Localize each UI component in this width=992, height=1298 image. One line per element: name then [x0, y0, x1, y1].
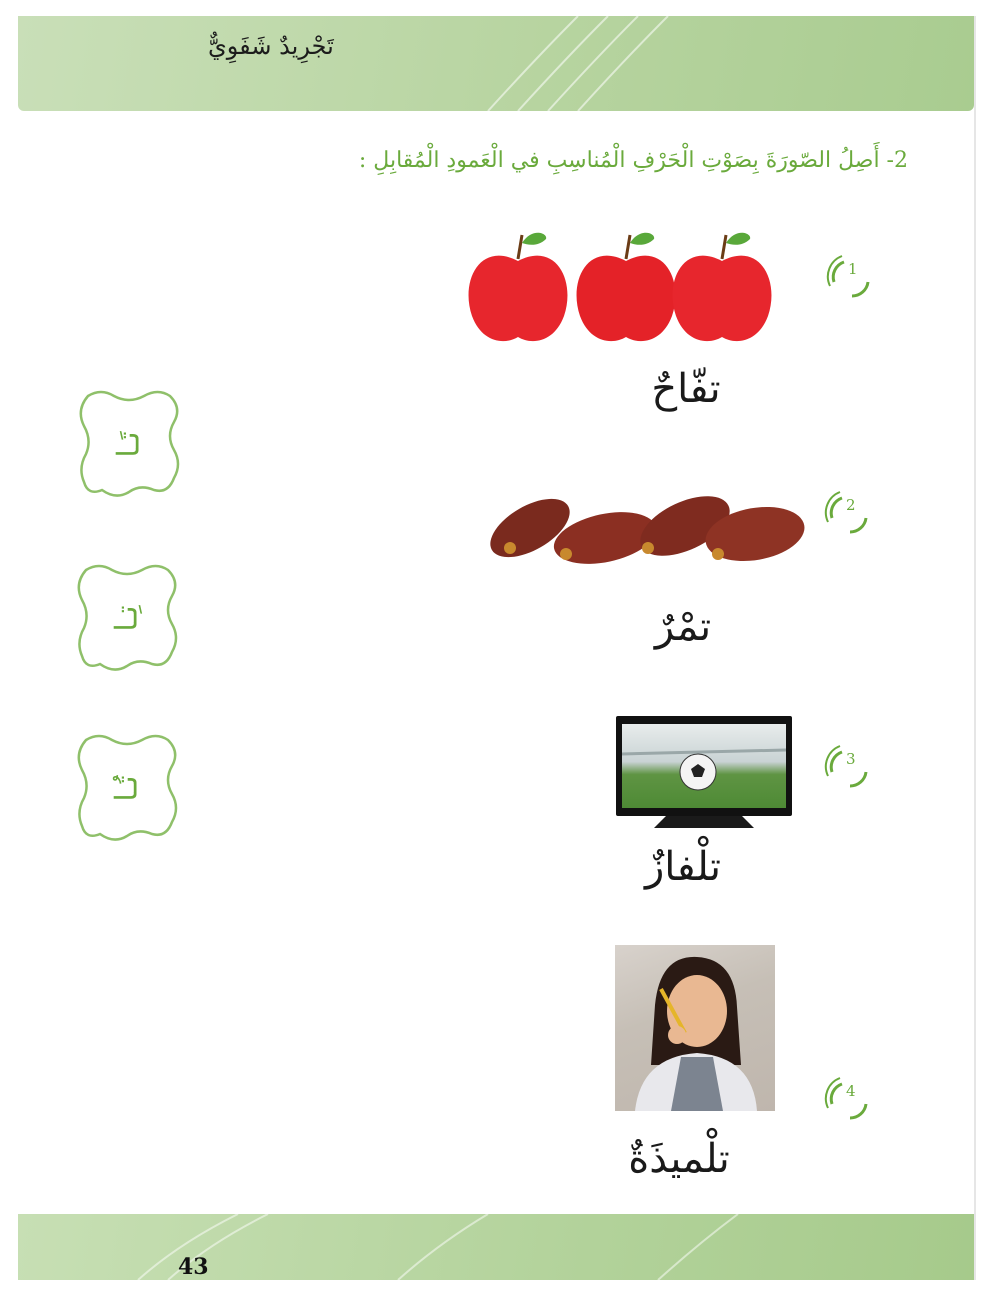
schoolgirl-photo: [615, 945, 775, 1111]
item-number-label: 4: [846, 1082, 856, 1100]
syllable-text: تِـا: [109, 604, 145, 632]
television-image: [616, 716, 792, 816]
syllable-text: تُـا: [109, 774, 145, 802]
soccer-ball-icon: [622, 724, 786, 808]
apples-image: [450, 221, 780, 346]
item-number-label: 1: [848, 260, 858, 278]
section-title: تَجْرِيدٌ شَفَوِيٌّ: [208, 32, 334, 60]
exercise-instruction: 2- أَصِلُ الصّورَةَ بِصَوْتِ الْحَرْفِ الْمُناسِبِ في الْعَمودِ الْمُقابِلِ :: [358, 148, 908, 173]
workbook-page: [18, 16, 976, 1280]
item-number-label: 3: [846, 750, 856, 768]
item-number-1: [826, 252, 874, 300]
tv-screen: [622, 724, 786, 808]
item-number-label: 2: [846, 496, 856, 514]
item-number-2: [824, 488, 872, 536]
item-number-3: [824, 742, 872, 790]
header-stripes: [18, 16, 974, 111]
word-television: تلْفازٌ: [644, 844, 722, 890]
syllable-text: تَـا: [111, 430, 147, 458]
girl-figure-icon: [615, 945, 775, 1111]
syllable-card-1[interactable]: [74, 386, 184, 502]
item-number-4: [824, 1074, 872, 1122]
word-student: تلْميذَةٌ: [628, 1136, 730, 1182]
footer-stripes: [18, 1214, 974, 1280]
dates-image: [470, 476, 810, 576]
apple-icon: [469, 233, 568, 341]
footer-band: [18, 1214, 974, 1280]
header-band: [18, 16, 974, 111]
tv-stand: [654, 816, 754, 828]
page-number: 43: [178, 1254, 209, 1280]
word-dates: تمْرٌ: [654, 604, 712, 650]
syllable-card-2[interactable]: [72, 560, 182, 676]
syllable-card-3[interactable]: [72, 730, 182, 846]
word-apples: تفّاحٌ: [651, 366, 721, 412]
